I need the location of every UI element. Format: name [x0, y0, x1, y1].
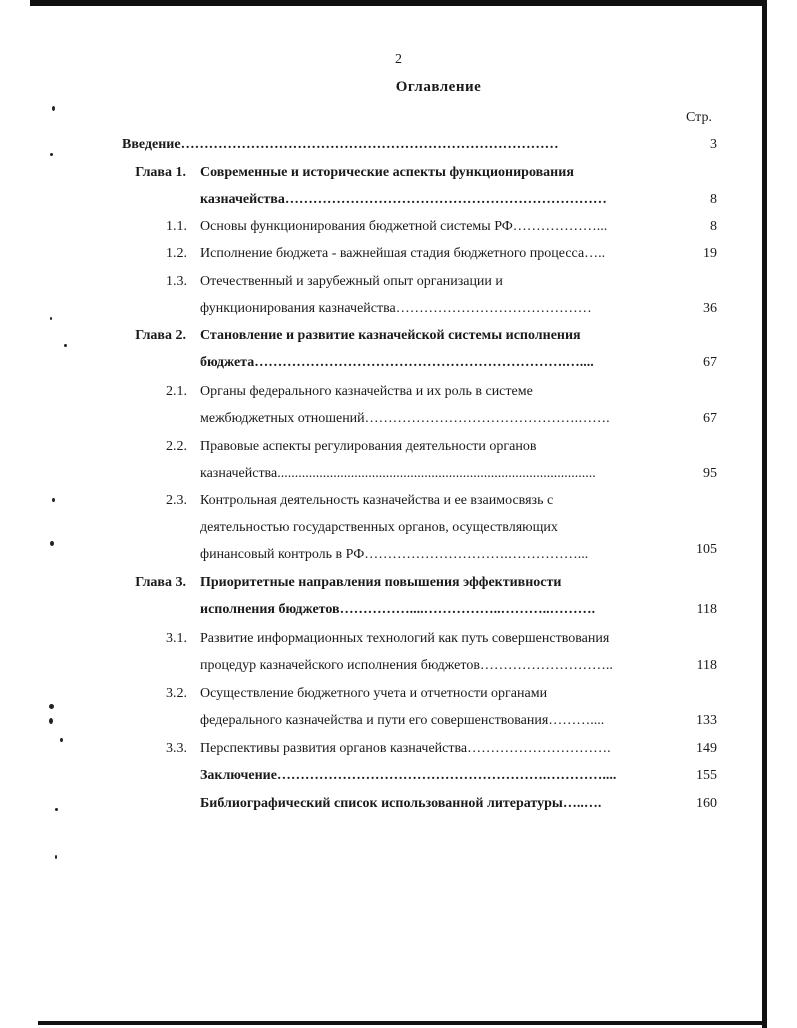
- toc-entry-page: 160: [696, 796, 717, 811]
- scan-speck: [55, 855, 57, 859]
- toc-entry-title: межбюджетных отношений……………………………………….…….: [200, 411, 610, 426]
- toc-row: [0, 298, 797, 320]
- toc-entry-title: казначейства...........................................................................................: [200, 466, 596, 481]
- toc-row: [0, 572, 797, 594]
- toc-row: [0, 189, 797, 211]
- toc-row: [0, 408, 797, 430]
- toc-entry-title: Приоритетные направления повышения эффективности: [200, 575, 562, 590]
- toc-row: [0, 517, 797, 539]
- toc-entry-page: 133: [696, 713, 717, 728]
- toc-entry-title: Библиографический список использованной литературы…..….: [200, 796, 602, 811]
- toc-entry-number: 2.1.: [166, 384, 187, 399]
- toc-row: [0, 738, 797, 760]
- toc-entry-title: Развитие информационных технологий как путь совершенствования: [200, 631, 610, 646]
- toc-entry-title: Осуществление бюджетного учета и отчетности органами: [200, 686, 548, 701]
- toc-entry-page: 155: [696, 768, 717, 783]
- toc-row: [0, 793, 797, 815]
- toc-entry-title: Отечественный и зарубежный опыт организации и: [200, 274, 503, 289]
- toc-row: [0, 243, 797, 265]
- toc-entry-number: 1.1.: [166, 219, 187, 234]
- toc-entry-title: Правовые аспекты регулирования деятельности органов: [200, 439, 537, 454]
- toc-row: [0, 134, 797, 156]
- toc-entry-page: 8: [710, 192, 717, 207]
- toc-entry-title: Исполнение бюджета - важнейшая стадия бюджетного процесса…..: [200, 246, 606, 261]
- toc-entry-title: исполнения бюджетов……………....……………..………..……….: [200, 602, 596, 617]
- toc-entry-title: Введение………………………………………………………………………: [122, 137, 559, 152]
- toc-entry-title: Основы функционирования бюджетной системы РФ………………...: [200, 219, 608, 234]
- page-column-label: Стр.: [686, 110, 712, 125]
- toc-row: [0, 436, 797, 458]
- toc-entry-title: казначейства……………………………………………………………: [200, 192, 607, 207]
- page-number: 2: [395, 52, 402, 67]
- toc-row: [0, 271, 797, 293]
- toc-row: [0, 628, 797, 650]
- toc-entry-page: 3: [710, 137, 717, 152]
- toc-row: [0, 683, 797, 705]
- toc-entry-page: 19: [703, 246, 717, 261]
- toc-entry-page: 149: [696, 741, 717, 756]
- toc-entry-title: процедур казначейского исполнения бюджетов………………………..: [200, 658, 613, 673]
- toc-row: [0, 325, 797, 347]
- toc-row: [0, 765, 797, 787]
- toc-entry-title: Органы федерального казначейства и их роль в системе: [200, 384, 533, 399]
- toc-row: [0, 655, 797, 677]
- toc-entry-title: бюджета………………………………………………………….…....: [200, 355, 594, 370]
- toc-row: [0, 710, 797, 732]
- toc-entry-page: 105: [696, 542, 717, 557]
- scan-border-bottom: [38, 1021, 766, 1025]
- toc-entry-title: Становление и развитие казначейской системы исполнения: [200, 328, 581, 343]
- toc-entry-number: 2.3.: [166, 493, 187, 508]
- toc-entry-title: финансовый контроль в РФ………………………….……………...: [200, 547, 589, 562]
- toc-entry-page: 95: [703, 466, 717, 481]
- toc-entry-page: 67: [703, 411, 717, 426]
- toc-entry-title: Контрольная деятельность казначейства и ее взаимосвязь с: [200, 493, 554, 508]
- toc-row: [0, 599, 797, 621]
- toc-entry-page: 8: [710, 219, 717, 234]
- toc-row: [0, 381, 797, 403]
- toc-entry-number: 3.3.: [166, 741, 187, 756]
- toc-entry-title: функционирования казначейства……………………………………: [200, 301, 592, 316]
- toc-row: [0, 352, 797, 374]
- toc-row: [0, 544, 797, 566]
- toc-row: [0, 490, 797, 512]
- toc-entry-number: 3.2.: [166, 686, 187, 701]
- toc-entry-page: 118: [696, 602, 717, 617]
- toc-entry-page: 118: [696, 658, 717, 673]
- toc-entry-title: Заключение………………………………………………….…………....: [200, 768, 617, 783]
- toc-entry-title: деятельностью государственных органов, осуществляющих: [200, 520, 558, 535]
- toc-row: [0, 216, 797, 238]
- toc-entry-number: Глава 3.: [135, 575, 186, 590]
- toc-heading: Оглавление: [395, 79, 482, 95]
- toc-entry-number: 3.1.: [166, 631, 187, 646]
- scan-border-top: [30, 0, 763, 6]
- toc-entry-number: 1.2.: [166, 246, 187, 261]
- toc-entry-number: Глава 1.: [135, 165, 186, 180]
- toc-row: [0, 162, 797, 184]
- toc-entry-number: Глава 2.: [135, 328, 186, 343]
- toc-entry-page: 36: [703, 301, 717, 316]
- scan-speck: [52, 106, 55, 111]
- toc-entry-number: 1.3.: [166, 274, 187, 289]
- toc-entry-number: 2.2.: [166, 439, 187, 454]
- toc-entry-page: 67: [703, 355, 717, 370]
- toc-entry-title: Современные и исторические аспекты функционирования: [200, 165, 574, 180]
- toc-entry-title: федерального казначейства и пути его совершенствования………....: [200, 713, 605, 728]
- toc-entry-title: Перспективы развития органов казначейства………………………….: [200, 741, 611, 756]
- toc-row: [0, 463, 797, 485]
